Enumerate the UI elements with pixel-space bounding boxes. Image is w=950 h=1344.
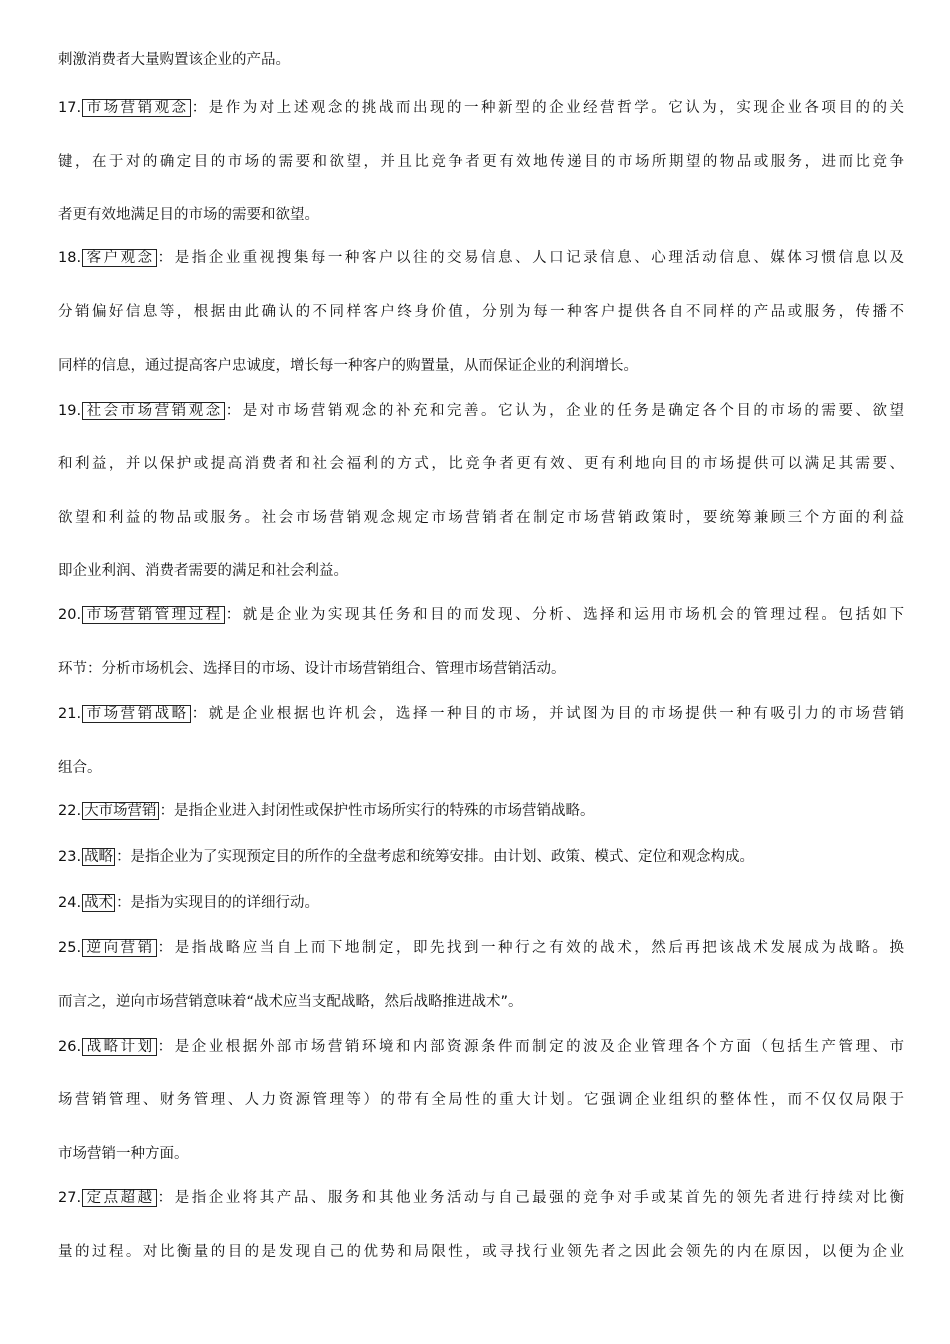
text-line: 键，在于对的确定目的市场的需要和欲望，并且比竞争者更有效地传递目的市场所期望的物品或服务，进而比竞争 — [58, 154, 904, 170]
entry-number: 24. — [58, 895, 82, 911]
definition-27-line: 27. 定点超越 ：是指企业将其产品、服务和其他业务活动与自己最强的竞争对手或某首先的领先者进行持续对比衡 — [58, 1190, 905, 1206]
definition-26-line: 26. 战略计划 ：是企业根据外部市场营销环境和内部资源条件而制定的波及企业管理各个方面（包括生产管理、市 — [58, 1039, 905, 1055]
entry-number: 26. — [58, 1039, 82, 1055]
term-box: 战术 — [84, 895, 114, 911]
term-box: 战略计划 — [84, 1039, 155, 1055]
text-line: 分销偏好信息等，根据由此确认的不同样客户终身价值，分别为每一种客户提供各自不同样的产品或服务，传播不 — [58, 304, 904, 320]
term-box: 逆向营销 — [84, 940, 155, 956]
term-box: 市场营销管理过程 — [84, 607, 223, 623]
entry-number: 21. — [58, 706, 82, 722]
text-line: 而言之，逆向市场营销意味着“战术应当支配战略，然后战略推进战术”。 — [58, 994, 523, 1010]
definition-18-line: 18. 客户观念 ：是指企业重视搜集每一种客户以往的交易信息、人口记录信息、心理活动信息、媒体习惯信息以及 — [58, 250, 905, 266]
definition-23-line: 23. 战略 ：是指企业为了实现预定目的所作的全盘考虑和统筹安排。由计划、政策、模式、定位和观念构成。 — [58, 849, 755, 865]
text-line: 量的过程。对比衡量的目的是发现自己的优势和局限性，或寻找行业领先者之因此会领先的内在原因，以便为企业 — [58, 1244, 904, 1260]
definition-25-line: 25. 逆向营销 ：是指战略应当自上而下地制定，即先找到一种行之有效的战术，然后再把该战术发展成为战略。换 — [58, 940, 905, 956]
entry-number: 18. — [58, 250, 82, 266]
term-box: 客户观念 — [84, 250, 155, 266]
entry-number: 27. — [58, 1190, 82, 1206]
text-line: 刺激消费者大量购置该企业的产品。 — [58, 52, 290, 68]
entry-number: 23. — [58, 849, 82, 865]
entry-number: 22. — [58, 803, 82, 819]
term-box: 市场营销战略 — [84, 706, 189, 722]
text-line: 和利益，并以保护或提高消费者和社会福利的方式，比竞争者更有效、更有利地向目的市场提供可以满足其需要、 — [58, 456, 904, 472]
definition-17-line: 17. 市场营销观念 ：是作为对上述观念的挑战而出现的一种新型的企业经营哲学。它认为，实现企业各项目的的关 — [58, 100, 905, 116]
definition-19-line: 19. 社会市场营销观念 ：是对市场营销观念的补充和完善。它认为，企业的任务是确定各个目的市场的需要、欲望 — [58, 403, 905, 419]
entry-number: 17. — [58, 100, 82, 116]
definition-21-line: 21. 市场营销战略 ：就是企业根据也许机会，选择一种目的市场，并试图为目的市场提供一种有吸引力的市场营销 — [58, 706, 905, 722]
text-line: 场营销管理、财务管理、人力资源管理等）的带有全局性的重大计划。它强调企业组织的整体性，而不仅仅局限于 — [58, 1092, 904, 1108]
entry-number: 20. — [58, 607, 82, 623]
text-line: 者更有效地满足目的市场的需要和欲望。 — [58, 207, 319, 223]
term-box: 战略 — [84, 849, 114, 865]
entry-number: 19. — [58, 403, 82, 419]
text-line: 市场营销一种方面。 — [58, 1146, 189, 1162]
text-line: 环节：分析市场机会、选择目的市场、设计市场营销组合、管理市场营销活动。 — [58, 661, 566, 677]
text-line: 欲望和利益的物品或服务。社会市场营销观念规定市场营销者在制定市场营销政策时，要统筹兼顾三个方面的利益 — [58, 510, 904, 526]
definition-22-line: 22. 大市场营销 ：是指企业进入封闭性或保护性市场所实行的特殊的市场营销战略。 — [58, 803, 595, 819]
definition-20-line: 20. 市场营销管理过程 ：就是企业为实现其任务和目的而发现、分析、选择和运用市场机会的管理过程。包括如下 — [58, 607, 905, 623]
entry-number: 25. — [58, 940, 82, 956]
text-line: 即企业利润、消费者需要的满足和社会利益。 — [58, 563, 348, 579]
term-box: 市场营销观念 — [84, 100, 189, 116]
term-box: 定点超越 — [84, 1190, 155, 1206]
term-box: 社会市场营销观念 — [84, 403, 223, 419]
definition-24-line: 24. 战术 ：是指为实现目的的详细行动。 — [58, 895, 320, 911]
term-box: 大市场营销 — [84, 803, 157, 819]
text-line: 组合。 — [58, 760, 102, 776]
text-line: 同样的信息，通过提高客户忠诚度，增长每一种客户的购置量，从而保证企业的利润增长。 — [58, 358, 638, 374]
